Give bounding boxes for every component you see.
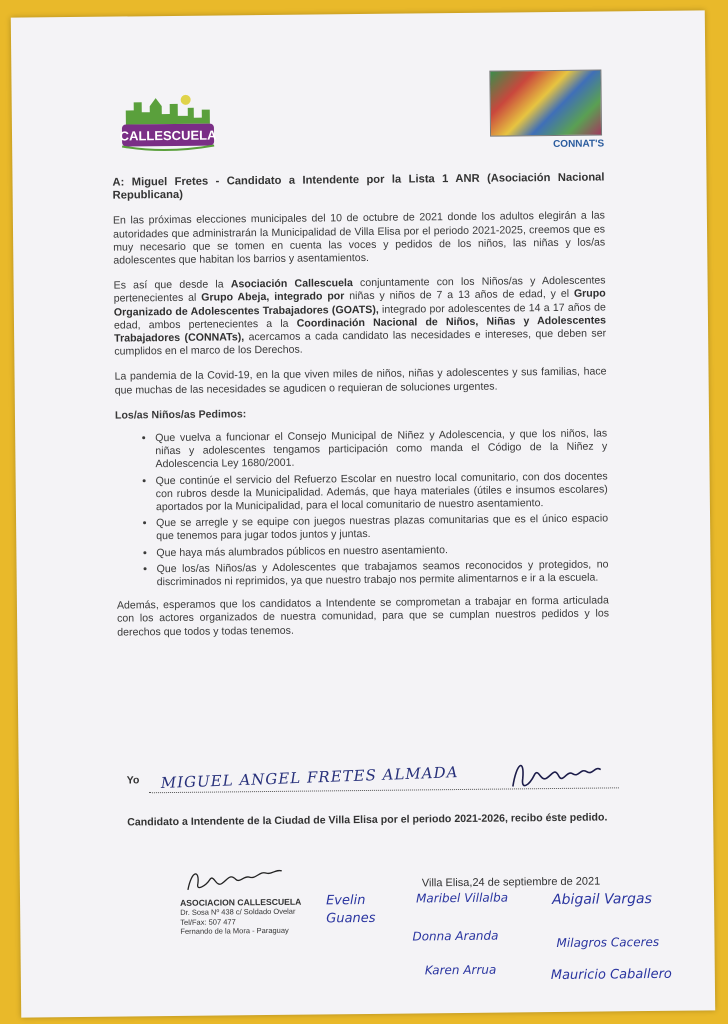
list-item: • Que continúe el servicio del Refuerzo Escolar en nuestro local comunitario, con dos docentes con rubros desde la Municipalidad. Además, que haya materiales (útiles e insumos escolares) aportados por la Municipalidad, para el local comunitario de nuestro asentamiento. <box>156 470 608 514</box>
letter-page <box>11 10 715 1017</box>
p2-bold-callescuela: Asociación Callescuela <box>230 277 353 291</box>
signature-evelin: Evelin Guanes <box>325 892 376 927</box>
p2-text-3: niñas y niños de 7 a 13 años de edad, y el <box>344 288 574 303</box>
signature-donna: Donna Aranda <box>412 928 499 944</box>
closing-statement: Candidato a Intendente de la Ciudad de Villa Elisa por el periodo 2021-2026, recibo éste pedido. <box>127 811 608 829</box>
stamp-address: Dr. Sosa Nº 438 c/ Soldado Ovelar <box>180 906 296 917</box>
p2-bold-connats: Coordinación Nacional de Niños, Niñas y Adolescentes Trabajadores (CONNATs), <box>114 314 607 345</box>
list-item: • Que los/as Niños/as y Adolescentes que trabajamos seamos reconocidos y protegidos, no discriminados ni reprimidos, ya que nuestro trabajo nos permite alimentarnos e ir a la escuela. <box>157 558 609 589</box>
callescuela-emblem-icon <box>116 87 237 160</box>
connats-logo <box>487 69 604 156</box>
list-item: • Que haya más alumbrados públicos en nuestro asentamiento. <box>156 542 608 560</box>
paragraph-organizations <box>114 275 607 359</box>
addressee: A: Miguel Fretes - Candidato a Intendente por la Lista 1 ANR (Asociación Nacional Republicana) <box>112 171 605 202</box>
stamp-city: Fernando de la Mora - Paraguay <box>180 925 289 936</box>
organization-stamp <box>180 864 321 936</box>
stamp-org: ASOCIACION CALLESCUELA <box>180 896 302 908</box>
stamp-phone: Tel/Fax: 507 477 <box>180 916 236 927</box>
p2-text-2: conjuntamente con los Niños/as y Adolescentes pertenecientes al <box>113 274 606 306</box>
signature-maribel: Maribel Villalba <box>415 890 509 906</box>
signature-karen: Karen Arrua <box>424 962 497 978</box>
signature-milagros: Milagros Caceres <box>556 934 660 950</box>
p2-bold-goats: Grupo Organizado de Adolescentes Trabajadores (GOATS), <box>113 287 606 319</box>
place-date: Villa Elisa,24 de septiembre de 2021 <box>421 875 601 890</box>
connats-artwork <box>489 69 602 136</box>
demands-heading: Los/as Niños/as Pedimos: <box>114 408 247 422</box>
paragraph-commitment: Además, esperamos que los candidatos a Intendente se comprometan a trabajar en forma articulada con los actores organizados de nuestra comunidad, para que se cumplan nuestros pedidos y los derechos que todos y todas tenemos. <box>116 594 610 639</box>
list-item: • Que se arregle y se equipe con juegos nuestras plazas comunitarias que es el único espacio que tenemos para jugar todos juntos y juntas. <box>156 513 608 544</box>
demands-list <box>115 427 609 589</box>
p2-bold-grupo-abeja: Grupo Abeja, integrado por <box>201 290 345 305</box>
director-signature-icon <box>180 865 290 896</box>
yo-label: Yo <box>126 774 140 787</box>
connats-logo-text: CONNAT'S <box>552 138 605 150</box>
list-item: • Que vuelva a funcionar el Consejo Municipal de Niñez y Adolescencia, y que los niños, las niñas y adolescentes tengamos participación como manda el Código de la Niñez y Adolescencia Ley 1680/2001. <box>155 427 607 471</box>
p2-text-1: Es así que desde la <box>113 278 231 292</box>
p2-text-5: acercamos a cada candidato las necesidades e intereses, que deben ser cumplidos en el marco de los Derechos. <box>114 327 607 358</box>
callescuela-logo-text: CALLESCUELA <box>119 127 217 144</box>
paragraph-elections: En las próximas elecciones municipales del 10 de octubre de 2021 donde los adultos elegirán a las autoridades que administrarán la Municipalidad de Villa Elisa por el periodo 2021-2025, creemos que es muy necesario que se tomen en cuenta las voces y pedidos de los niños, las niñas y los/as adolescentes que habitan los barrios y asentamientos. <box>112 209 606 267</box>
signature-mauricio: Mauricio Caballero <box>550 966 672 984</box>
paragraph-pandemic: La pandemia de la Covid-19, en la que viven miles de niños, niñas y adolescentes y sus familias, hace que muchas de las necesidades se agudicen o requieran de soluciones urgentes. <box>114 365 607 397</box>
candidate-signature-icon <box>507 755 607 796</box>
letter-body <box>112 171 609 651</box>
signature-line <box>127 763 611 802</box>
callescuela-logo <box>116 87 237 160</box>
p2-text-4: integrado por adolescentes de 14 a 17 años de edad, ambos pertenecientes a la <box>113 301 606 332</box>
candidate-handwritten-name: MIGUEL ANGEL FRETES ALMADA <box>160 763 459 793</box>
signature-abigail: Abigail Vargas <box>551 890 652 909</box>
